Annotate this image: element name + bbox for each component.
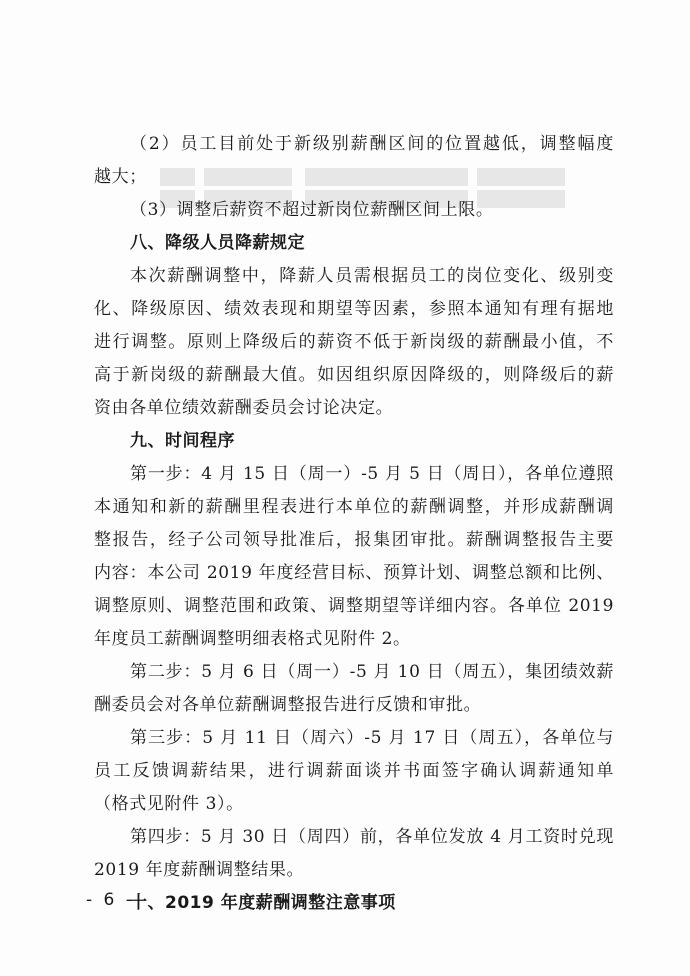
paragraph-line: 高于新岗级的薪酬最大值。如因组织原因降级的，则降级后的薪 (94, 365, 614, 385)
paragraph-line: 化、降级原因、绩效表现和期望等因素，参照本通知有理有据地 (94, 299, 614, 319)
step-4-line: 第四步：5 月 30 日（周四）前，各单位发放 4 月工资时兑现 (130, 827, 614, 847)
step-3-line: 第三步：5 月 11 日（周六）-5 月 17 日（周五），各单位与 (130, 728, 614, 748)
paragraph-line: （3）调整后薪资不超过新岗位薪酬区间上限。 (130, 200, 494, 220)
paragraph-line: 越大； (94, 167, 147, 187)
document-body (94, 128, 614, 920)
step-1-line: 第一步：4 月 15 日（周一）-5 月 5 日（周日），各单位遵照 (130, 464, 614, 484)
step-3-line: 员工反馈调薪结果，进行调薪面谈并书面签字确认调薪通知单 (94, 761, 614, 781)
paragraph-line: 资由各单位绩效薪酬委员会讨论决定。 (94, 398, 394, 418)
step-1-line: 本通知和新的薪酬里程表进行本单位的薪酬调整，并形成薪酬调 (94, 497, 614, 517)
page-number: - 6 - (86, 890, 135, 910)
step-1-line: 内容：本公司 2019 年度经营目标、预算计划、调整总额和比例、 (94, 563, 614, 583)
section-10-heading: 十、2019 年度薪酬调整注意事项 (130, 893, 396, 913)
step-3-line: （格式见附件 3）。 (94, 794, 244, 814)
step-1-line: 年度员工薪酬调整明细表格式见附件 2。 (94, 629, 411, 649)
step-2-line: 第二步：5 月 6 日（周一）-5 月 10 日（周五），集团绩效薪 (130, 662, 614, 682)
step-1-line: 整报告，经子公司领导批准后，报集团审批。薪酬调整报告主要 (94, 530, 614, 550)
paragraph-line: 进行调整。原则上降级后的薪资不低于新岗级的薪酬最小值，不 (94, 332, 614, 352)
paragraph-line: 本次薪酬调整中，降薪人员需根据员工的岗位变化、级别变 (130, 266, 614, 286)
step-2-line: 酬委员会对各单位薪酬调整报告进行反馈和审批。 (94, 695, 482, 715)
section-8-heading: 八、降级人员降薪规定 (130, 233, 305, 253)
step-4-line: 2019 年度薪酬调整结果。 (94, 860, 305, 880)
paragraph-line: （2）员工目前处于新级别薪酬区间的位置越低，调整幅度 (130, 134, 614, 154)
step-1-line: 调整原则、调整范围和政策、调整期望等详细内容。各单位 2019 (94, 596, 614, 616)
section-9-heading: 九、时间程序 (130, 431, 235, 451)
